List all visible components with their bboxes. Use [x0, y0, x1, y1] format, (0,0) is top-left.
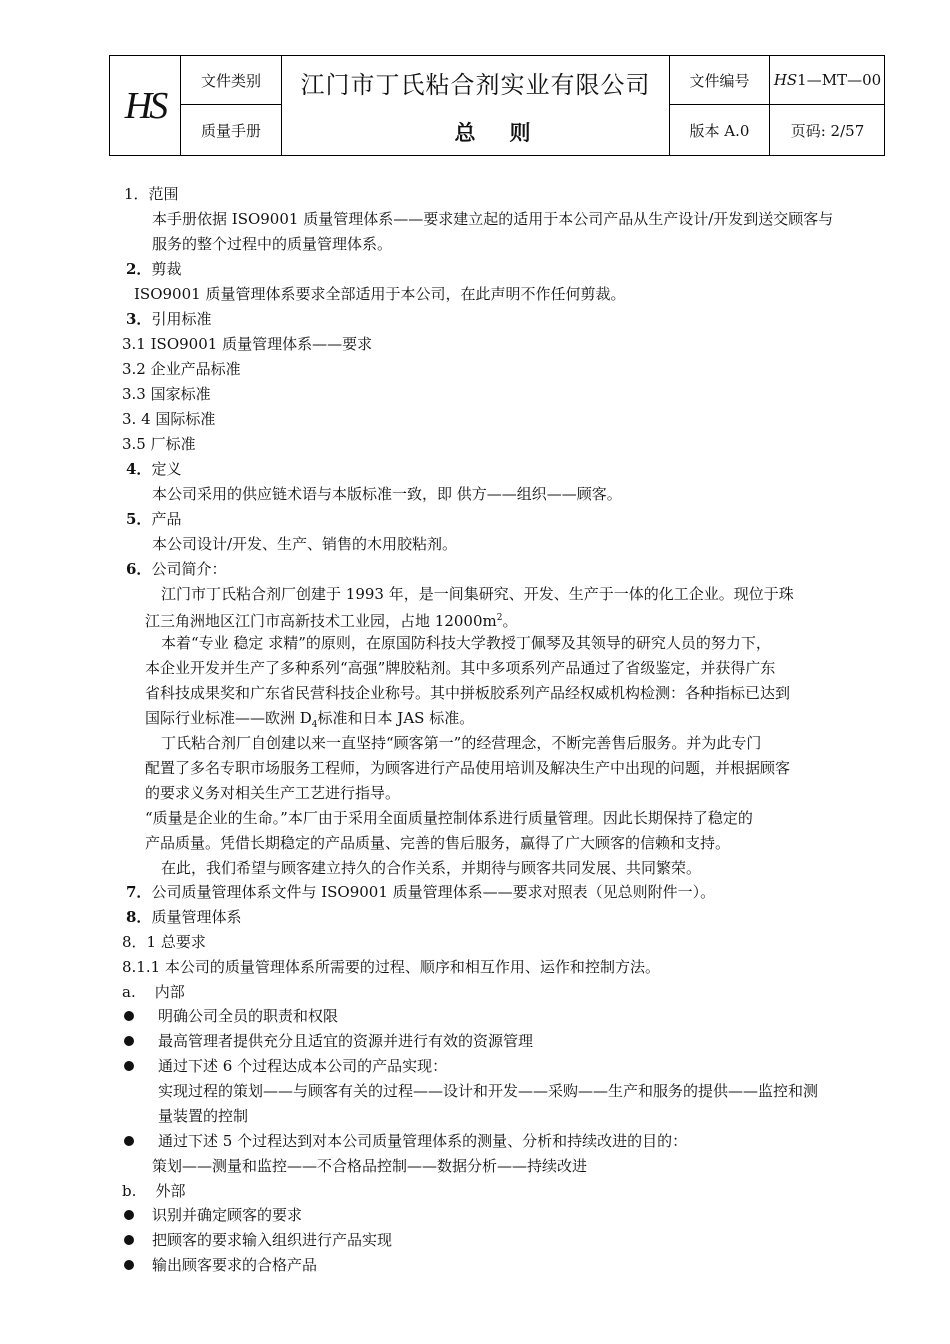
- section-8-1-1-text: 8.1.1 本公司的质量管理体系所需要的过程、顺序和相互作用、运作和控制方法。: [122, 958, 660, 976]
- section-3-item-4: 3. 4 国际标准: [122, 410, 216, 428]
- doc-number-rest: 1—MT—00: [797, 71, 882, 89]
- doc-number-value: [770, 56, 885, 104]
- section-6-line-8: 配置了多名专职市场服务工程师，为顾客进行产品使用培训及解决生产中出现的问题，并根据顾客: [145, 759, 791, 777]
- bullet-icon: [124, 1036, 134, 1046]
- sub-a-bullet-1: 明确公司全员的职责和权限: [158, 1007, 339, 1025]
- section-5-heading: 5．产品: [126, 510, 182, 528]
- section-6-line-5: 省科技成果奖和广东省民营科技企业称号。其中拼板胶系列产品经权威机构检测：各种指标已达到: [145, 684, 791, 702]
- section-2-heading: 2．剪裁: [126, 260, 182, 278]
- section-1-text-line-1: 本手册依据 ISO9001 质量管理体系——要求建立起的适用于本公司产品从生产设计/开发到送交顾客与: [152, 210, 834, 228]
- section-6-line-7: 丁氏粘合剂厂自创建以来一直坚持“顾客第一”的经营理念，不断完善售后服务。并为此专门: [161, 734, 762, 752]
- doc-category-value: 质量手册: [200, 121, 261, 140]
- doc-number-prefix: HS: [773, 71, 798, 89]
- section-8-1-heading: 8．1 总要求: [122, 933, 206, 951]
- sub-a-bullet-4-line-1: 策划——测量和监控——不合格品控制——数据分析——持续改进: [152, 1157, 588, 1175]
- version-label: 版本 A.0: [689, 121, 750, 140]
- section-8-heading: 8．质量管理体系: [126, 908, 242, 926]
- company-name: 江门市丁氏粘合剂实业有限公司: [300, 70, 651, 99]
- sub-a-heading: a. 内部: [122, 983, 185, 1001]
- bullet-icon: [124, 1260, 134, 1270]
- section-6-line-9: 的要求义务对相关生产工艺进行指导。: [145, 784, 401, 802]
- section-6-line-11: 产品质量。凭借长期稳定的产品质量、完善的售后服务，赢得了广大顾客的信赖和支持。: [145, 834, 731, 852]
- section-4-heading: 4．定义: [126, 460, 182, 478]
- section-6-line-1: 江门市丁氏粘合剂厂创建于 1993 年，是一间集研究、开发、生产于一体的化工企业。现位于珠: [161, 585, 794, 603]
- section-6-line-2: 江三角洲地区江门市高新技术工业园，占地 $12000m^2$。: [145, 612, 518, 630]
- company-logo: HS: [124, 85, 166, 127]
- bullet-icon: [124, 1136, 134, 1146]
- doc-category-label: 文件类别: [200, 71, 261, 90]
- section-7-heading: 7．公司质量管理体系文件与 ISO9001 质量管理体系——要求对照表（见总则附件一）。: [126, 883, 716, 901]
- bullet-icon: [124, 1061, 134, 1071]
- sub-a-bullet-4: 通过下述 5 个过程达到对本公司质量管理体系的测量、分析和持续改进的目的：: [158, 1132, 688, 1150]
- document-header-table: [109, 55, 885, 156]
- section-6-line-4: 本企业开发并生产了多种系列“高强”牌胶粘剂。其中多项系列产品通过了省级鉴定，并获得广东: [145, 659, 776, 677]
- section-6-line-10: “质量是企业的生命。”本厂由于采用全面质量控制体系进行质量管理。因此长期保持了稳定的: [145, 809, 753, 827]
- sub-b-bullet-2: 把顾客的要求输入组织进行产品实现: [152, 1231, 393, 1249]
- section-6-line-3: 本着“专业 稳定 求精”的原则，在原国防科技大学教授丁佩琴及其领导的研究人员的努力下，: [161, 634, 771, 652]
- bullet-icon: [124, 1011, 134, 1021]
- section-6-heading: 6．公司简介：: [126, 560, 227, 578]
- section-3-item-5: 3.5 厂标准: [122, 435, 196, 453]
- section-3-item-1: 3.1 ISO9001 质量管理体系——要求: [122, 335, 373, 353]
- bullet-icon: [124, 1235, 134, 1245]
- section-1-heading: 1．范围: [124, 185, 179, 203]
- section-6-line-6: 国际行业标准——欧洲 $D_4$标准和日本 JAS 标准。: [145, 709, 475, 730]
- sub-b-bullet-3: 输出顾客要求的合格产品: [152, 1256, 318, 1274]
- bullet-icon: [124, 1210, 134, 1220]
- sub-a-bullet-3: 通过下述 6 个过程达成本公司的产品实现：: [158, 1057, 448, 1075]
- sub-b-heading: b. 外部: [122, 1182, 186, 1200]
- doc-number-label: 文件编号: [689, 71, 750, 90]
- sub-b-bullet-1: 识别并确定顾客的要求: [152, 1206, 303, 1224]
- section-2-text: ISO9001 质量管理体系要求全部适用于本公司，在此声明不作任何剪裁。: [134, 285, 626, 303]
- section-5-text: 本公司设计/开发、生产、销售的木用胶粘剂。: [152, 535, 458, 553]
- document-title: 总则: [454, 119, 565, 145]
- section-3-item-2: 3.2 企业产品标准: [122, 360, 241, 378]
- sub-a-bullet-3-line-2: 量装置的控制: [158, 1107, 249, 1125]
- page-number: 页码: 2/57: [790, 121, 865, 140]
- sub-a-bullet-2: 最高管理者提供充分且适宜的资源并进行有效的资源管理: [158, 1032, 534, 1050]
- sub-a-bullet-3-line-1: 实现过程的策划——与顾客有关的过程——设计和开发——采购——生产和服务的提供——监控和测: [158, 1082, 819, 1100]
- section-3-heading: 3．引用标准: [126, 310, 212, 328]
- section-3-item-3: 3.3 国家标准: [122, 385, 211, 403]
- section-6-line-12: 在此，我们希望与顾客建立持久的合作关系，并期待与顾客共同发展、共同繁荣。: [161, 859, 702, 877]
- section-4-text: 本公司采用的供应链术语与本版标准一致，即 供方——组织——顾客。: [152, 485, 622, 503]
- section-1-text-line-2: 服务的整个过程中的质量管理体系。: [152, 235, 393, 253]
